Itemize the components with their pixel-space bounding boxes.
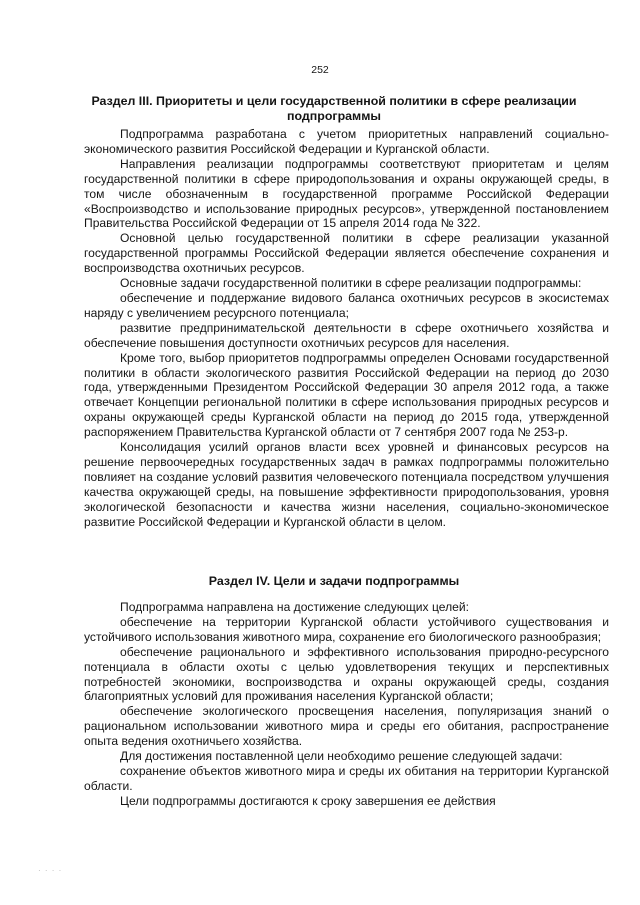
paragraph: обеспечение экологического просвещения населения, популяризация знаний о рациональном использовании животного мира и среды его обитания, распространение опыта ведения охотничьего хозяйства. (84, 704, 609, 749)
paragraph: Подпрограмма направлена на достижение следующих целей: (120, 600, 469, 614)
paragraph: развитие предпринимательской деятельности в сфере охотничьего хозяйства и обеспечение повышения доступности охотничьих ресурсов для населения. (84, 320, 609, 350)
section-4-body (84, 600, 609, 809)
page-number: 252 (311, 64, 329, 76)
paragraph: Подпрограмма разработана с учетом приоритетных направлений социально-экономического развития Российской Федерации и Курганской области. (84, 127, 609, 156)
section-3-heading-line-1: Раздел III. Приоритеты и цели государственной политики в сфере реализации (91, 94, 577, 108)
paragraph: Цели подпрограммы достигаются к сроку завершения ее действия (120, 793, 496, 808)
scan-artifact: · · · · (38, 866, 63, 875)
paragraph: Кроме того, выбор приоритетов подпрограммы определен Основами государственной политики в области экологического развития Российской Федерации на период до 2030 года, утвержденными Президентом Российской Федерации 30 апреля 2012 года, а также отвечает Концепции региональной политики в сфере использования природных ресурсов и охраны окружающей среды Курганской области на период до 2015 года, утвержденной распоряжением Правительства Курганской области от 7 сентября 2007 года № 253-р. (84, 350, 609, 440)
paragraph: обеспечение и поддержание видового баланса охотничьих ресурсов в экосистемах наряду с увеличением ресурсного потенциала; (84, 290, 609, 320)
paragraph: Основные задачи государственной политики в сфере реализации подпрограммы: (120, 276, 582, 291)
paragraph: Основной целью государственной политики в сфере реализации указанной государственной программы Российской Федерации является обеспечение сохранения и воспроизводства охотничьих ресурсов. (84, 231, 609, 276)
section-4-heading: Раздел IV. Цели и задачи подпрограммы (208, 574, 460, 588)
paragraph: Для достижения поставленной цели необходимо решение следующей задачи: (120, 749, 563, 764)
paragraph: обеспечение на территории Курганской области устойчивого существования и устойчивого использования животного мира, сохранение его биологического разнообразия; (84, 614, 609, 644)
section-3-heading (84, 94, 584, 124)
section-3-heading-line-2: подпрограммы (287, 109, 381, 123)
section-3-body (84, 127, 609, 529)
paragraph: Консолидация усилий органов власти всех уровней и финансовых ресурсов на решение первоочередных государственных задач в рамках подпрограммы положительно повлияет на создание условий развития человеческого потенциала посредством улучшения качества окружающей среды, на повышение эффективности природопользования, уровня экологической безопасности и качества жизни населения, социально-экономическое развитие Российской Федерации и Курганской области в целом. (84, 440, 609, 529)
paragraph: обеспечение рационального и эффективного использования природно-ресурсного потенциала в области охоты с целью удовлетворения текущих и перспективных потребностей экономики, воспроизводства и охраны окружающей среды, создания благоприятных условий для проживания населения Курганской области; (84, 644, 609, 704)
paragraph: Направления реализации подпрограммы соответствуют приоритетам и целям государственной политики в сфере природопользования и охраны окружающей среды, в том числе обозначенным в государственной программе Российской Федерации «Воспроизводство и использование природных ресурсов», утвержденной постановлением Правительства Российской Федерации от 15 апреля 2014 года № 322. (84, 156, 609, 231)
paragraph: сохранение объектов животного мира и среды их обитания на территории Курганской области. (84, 763, 609, 793)
